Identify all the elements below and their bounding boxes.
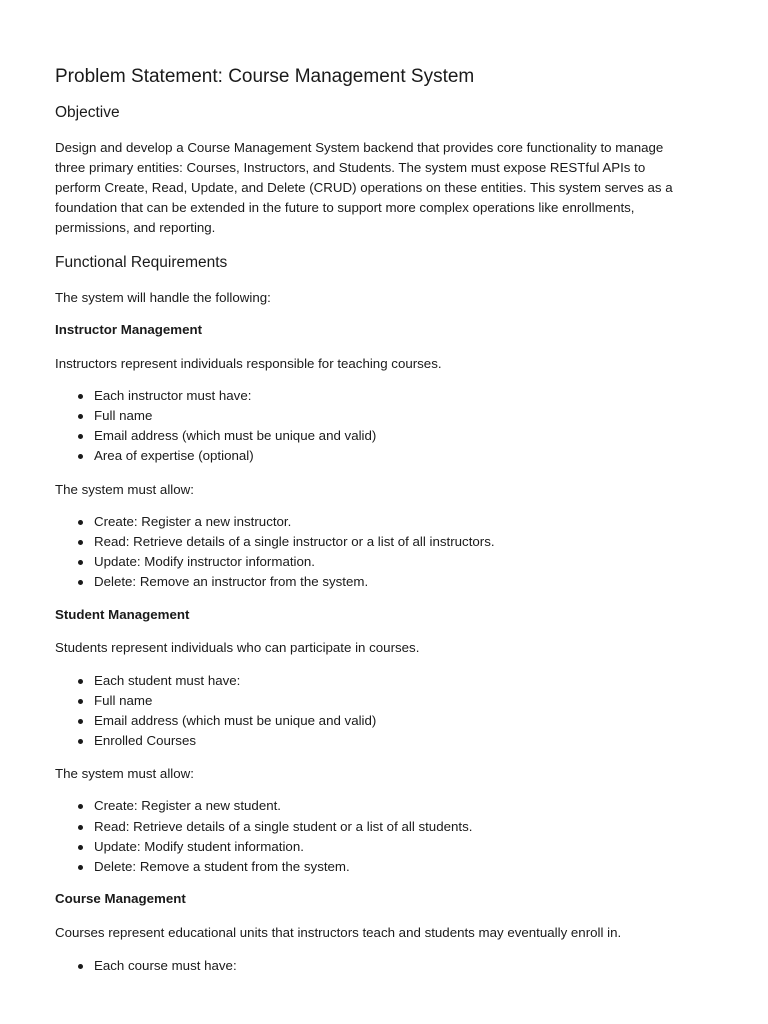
objective-line: permissions, and reporting. bbox=[55, 220, 216, 235]
list-item: Each student must have: bbox=[94, 673, 241, 688]
bullet-icon bbox=[78, 739, 83, 744]
objective-paragraph bbox=[55, 138, 673, 238]
bullet-icon bbox=[78, 454, 83, 459]
objective-line: perform Create, Read, Update, and Delete (CRUD) operations on these entities. This system serves as a bbox=[55, 180, 673, 195]
student-heading: Student Management bbox=[55, 607, 190, 622]
list-item: Each course must have: bbox=[94, 958, 237, 973]
list-item: Full name bbox=[94, 408, 153, 423]
list-item: Email address (which must be unique and valid) bbox=[94, 713, 377, 728]
bullet-icon bbox=[78, 719, 83, 724]
bullet-icon bbox=[78, 434, 83, 439]
bullet-icon bbox=[78, 865, 83, 870]
objective-line: Design and develop a Course Management System backend that provides core functionality to manage bbox=[55, 140, 664, 155]
course-heading: Course Management bbox=[55, 891, 186, 906]
instructor-allow-intro: The system must allow: bbox=[55, 482, 194, 497]
objective-line: foundation that can be extended in the future to support more complex operations like enrollments, bbox=[55, 200, 635, 215]
functional-intro: The system will handle the following: bbox=[55, 290, 271, 305]
list-item: Read: Retrieve details of a single student or a list of all students. bbox=[94, 819, 473, 834]
course-description: Courses represent educational units that instructors teach and students may eventually enroll in. bbox=[55, 925, 622, 940]
list-item: Full name bbox=[94, 693, 153, 708]
list-item: Enrolled Courses bbox=[94, 733, 196, 748]
bullet-icon bbox=[78, 414, 83, 419]
list-item: Create: Register a new instructor. bbox=[94, 514, 292, 529]
list-item: Delete: Remove an instructor from the system. bbox=[94, 574, 369, 589]
bullet-icon bbox=[78, 964, 83, 969]
bullet-icon bbox=[78, 540, 83, 545]
instructor-heading: Instructor Management bbox=[55, 322, 203, 337]
list-item: Update: Modify instructor information. bbox=[94, 554, 315, 569]
bullet-icon bbox=[78, 804, 83, 809]
list-item: Update: Modify student information. bbox=[94, 839, 304, 854]
bullet-icon bbox=[78, 394, 83, 399]
bullet-icon bbox=[78, 580, 83, 585]
bullet-icon bbox=[78, 825, 83, 830]
instructor-description: Instructors represent individuals responsible for teaching courses. bbox=[55, 356, 442, 371]
list-item: Email address (which must be unique and valid) bbox=[94, 428, 377, 443]
bullet-icon bbox=[78, 560, 83, 565]
list-item: Read: Retrieve details of a single instructor or a list of all instructors. bbox=[94, 534, 495, 549]
list-item: Area of expertise (optional) bbox=[94, 448, 254, 463]
objective-line: three primary entities: Courses, Instructors, and Students. The system must expose RESTful APIs to bbox=[55, 160, 646, 175]
bullet-icon bbox=[78, 679, 83, 684]
functional-requirements-heading: Functional Requirements bbox=[55, 254, 228, 271]
list-item: Create: Register a new student. bbox=[94, 798, 281, 813]
bullet-icon bbox=[78, 520, 83, 525]
student-allow-intro: The system must allow: bbox=[55, 766, 194, 781]
objective-heading: Objective bbox=[55, 104, 120, 121]
list-item: Each instructor must have: bbox=[94, 388, 252, 403]
page-title: Problem Statement: Course Management System bbox=[55, 66, 475, 87]
list-item: Delete: Remove a student from the system. bbox=[94, 859, 350, 874]
bullet-icon bbox=[78, 699, 83, 704]
bullet-icon bbox=[78, 845, 83, 850]
student-description: Students represent individuals who can participate in courses. bbox=[55, 640, 420, 655]
